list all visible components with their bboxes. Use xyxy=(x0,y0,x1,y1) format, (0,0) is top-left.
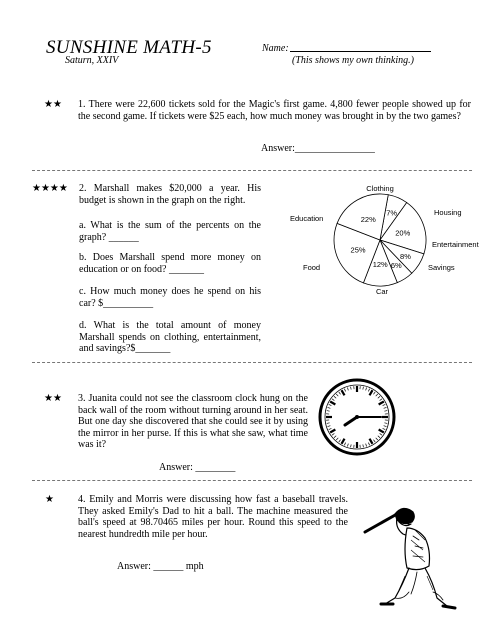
pie-category-label: Housing xyxy=(434,208,462,217)
name-label: Name: xyxy=(262,43,289,54)
divider xyxy=(32,170,472,171)
worksheet-title: SUNSHINE MATH-5 xyxy=(46,37,212,58)
worksheet-subtitle: Saturn, XXIV xyxy=(65,55,119,66)
pie-percent-label: 25% xyxy=(350,245,366,255)
pie-percent-label: 22% xyxy=(360,215,376,225)
pie-category-label: Education xyxy=(290,214,324,223)
mirror-clock-image xyxy=(318,378,396,456)
q3-answer: Answer: ________ xyxy=(159,462,236,473)
q1-stars: ★★ xyxy=(44,99,62,110)
q3-stars: ★★ xyxy=(44,393,62,404)
q2-part-d: d. What is the total amount of money Marshall spends on clothing, entertainment, and savings?$_______ xyxy=(79,320,261,354)
pie-percent-label: 7% xyxy=(386,208,398,218)
name-line[interactable] xyxy=(290,51,431,52)
pie-percent-label: 12% xyxy=(372,259,388,269)
q4-answer: Answer: ______ mph xyxy=(117,561,204,572)
pie-category-label: Entertainment xyxy=(432,240,479,249)
thinking-note: (This shows my own thinking.) xyxy=(292,55,414,66)
q3-text: 3. Juanita could not see the classroom clock hung on the back wall of the room without turning around in her seat. But one day she discovered that she could see it by using the mirror in her purse. If this is what she saw, what time was it? xyxy=(78,393,308,450)
pie-percent-label: 8% xyxy=(400,251,411,261)
q4-text: 4. Emily and Morris were discussing how fast a baseball travels. They asked Emily's Dad to hit a ball. The machine measured the ball's speed at 98.70465 miles per hour. Round this speed to the nearest hundredth mile per hour. xyxy=(78,494,348,540)
q2-part-b: b. Does Marshall spend more money on education or on food? _______ xyxy=(79,252,261,275)
pie-percent-label: 20% xyxy=(395,228,411,238)
q2-part-c: c. How much money does he spend on his car? $__________ xyxy=(79,286,261,309)
q2-part-a: a. What is the sum of the percents on the graph? ______ xyxy=(79,220,261,243)
q2-intro: 2. Marshall makes $20,000 a year. His budget is shown in the graph on the right. xyxy=(79,183,261,206)
pie-percent-label: 6% xyxy=(390,261,402,271)
budget-pie-chart xyxy=(280,180,480,300)
pie-category-label: Food xyxy=(303,263,321,272)
baseball-batter-image xyxy=(355,492,470,622)
pie-category-label: Clothing xyxy=(366,184,394,193)
q1-text: 1. There were 22,600 tickets sold for the Magic's first game. 4,800 fewer people showed up for the second game. If tickets were $25 each, how much money was brought in by the two games? xyxy=(78,99,471,122)
divider xyxy=(32,480,472,481)
q2-stars: ★★★★ xyxy=(32,183,68,194)
q4-stars: ★ xyxy=(45,494,54,505)
q1-answer: Answer:________________ xyxy=(261,143,375,154)
pie-category-label: Car xyxy=(375,287,389,296)
pie-category-label: Savings xyxy=(428,263,455,272)
divider xyxy=(32,362,472,363)
